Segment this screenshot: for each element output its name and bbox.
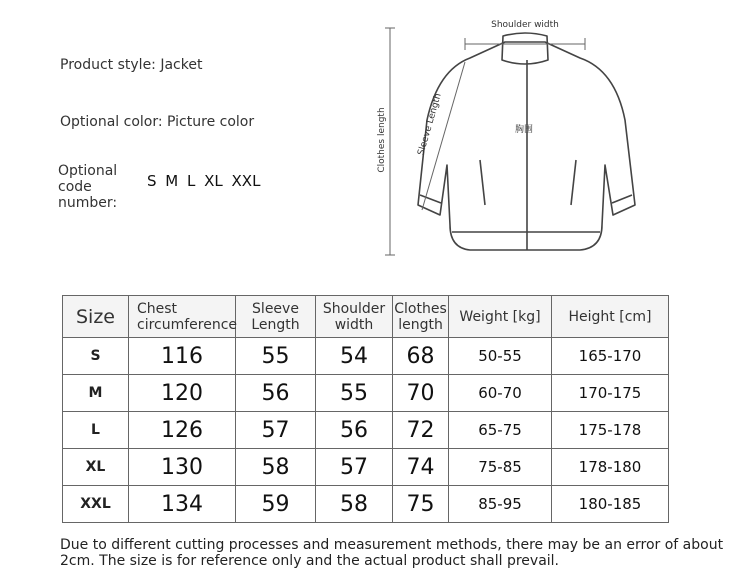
- size-cell: L: [63, 412, 129, 449]
- table-row: [63, 449, 669, 486]
- chest-cell: 130: [129, 449, 236, 486]
- chest-cell: 126: [129, 412, 236, 449]
- length-cell: 72: [393, 412, 449, 449]
- length-cell: 70: [393, 375, 449, 412]
- sleeve-cell: 59: [236, 486, 316, 523]
- height-cell: 170-175: [552, 375, 669, 412]
- weight-cell: 50-55: [449, 338, 552, 375]
- sleeve-cell: 55: [236, 338, 316, 375]
- size-cell: XXL: [63, 486, 129, 523]
- clothes-length-label: Clothes length: [377, 107, 387, 173]
- sleeve-cell: 56: [236, 375, 316, 412]
- sleeve-cell: 57: [236, 412, 316, 449]
- shoulder-width-label: Shoulder width: [491, 20, 559, 30]
- height-cell: 180-185: [552, 486, 669, 523]
- header-height: Height [cm]: [552, 296, 669, 338]
- sleeve-length-label: Sleeve Length: [416, 92, 444, 157]
- header-chest: Chest circumference: [129, 296, 236, 338]
- chest-cell: 116: [129, 338, 236, 375]
- table-row: [63, 375, 669, 412]
- height-cell: 175-178: [552, 412, 669, 449]
- table-row: [63, 338, 669, 375]
- shoulder-cell: 56: [316, 412, 393, 449]
- shoulder-cell: 55: [316, 375, 393, 412]
- weight-cell: 85-95: [449, 486, 552, 523]
- sleeve-cell: 58: [236, 449, 316, 486]
- shoulder-cell: 54: [316, 338, 393, 375]
- header-sleeve: Sleeve Length: [236, 296, 316, 338]
- left-cuff: [420, 195, 441, 203]
- shoulder-cell: 57: [316, 449, 393, 486]
- weight-cell: 60-70: [449, 375, 552, 412]
- jacket-diagram: [370, 10, 670, 272]
- chest-cell: 134: [129, 486, 236, 523]
- product-style: Product style: Jacket: [60, 57, 203, 73]
- weight-cell: 75-85: [449, 449, 552, 486]
- shoulder-cell: 58: [316, 486, 393, 523]
- size-table: [62, 295, 669, 523]
- left-pocket: [480, 160, 485, 205]
- size-cell: S: [63, 338, 129, 375]
- weight-cell: 65-75: [449, 412, 552, 449]
- jacket-collar: [502, 33, 548, 64]
- chest-cell: 120: [129, 375, 236, 412]
- height-cell: 165-170: [552, 338, 669, 375]
- header-weight: Weight [kg]: [449, 296, 552, 338]
- header-size: Size: [63, 296, 129, 338]
- table-row: [63, 486, 669, 523]
- right-cuff: [612, 195, 632, 203]
- code-values: S M L XL XXL: [147, 172, 261, 190]
- header-shoulder: Shoulder width: [316, 296, 393, 338]
- table-row: [63, 412, 669, 449]
- chest-label: 胸围: [515, 125, 534, 135]
- size-cell: M: [63, 375, 129, 412]
- length-cell: 75: [393, 486, 449, 523]
- height-cell: 178-180: [552, 449, 669, 486]
- length-cell: 68: [393, 338, 449, 375]
- header-clothes-length: Clothes length: [393, 296, 449, 338]
- size-cell: XL: [63, 449, 129, 486]
- code-label: Optional code number:: [58, 163, 118, 211]
- right-pocket: [571, 160, 576, 205]
- table-header-row: [63, 296, 669, 338]
- product-color: Optional color: Picture color: [60, 114, 255, 130]
- disclaimer-note: Due to different cutting processes and measurement methods, there may be an error of about 2cm. The size is for reference only and the actual product shall prevail.: [60, 537, 724, 569]
- length-cell: 74: [393, 449, 449, 486]
